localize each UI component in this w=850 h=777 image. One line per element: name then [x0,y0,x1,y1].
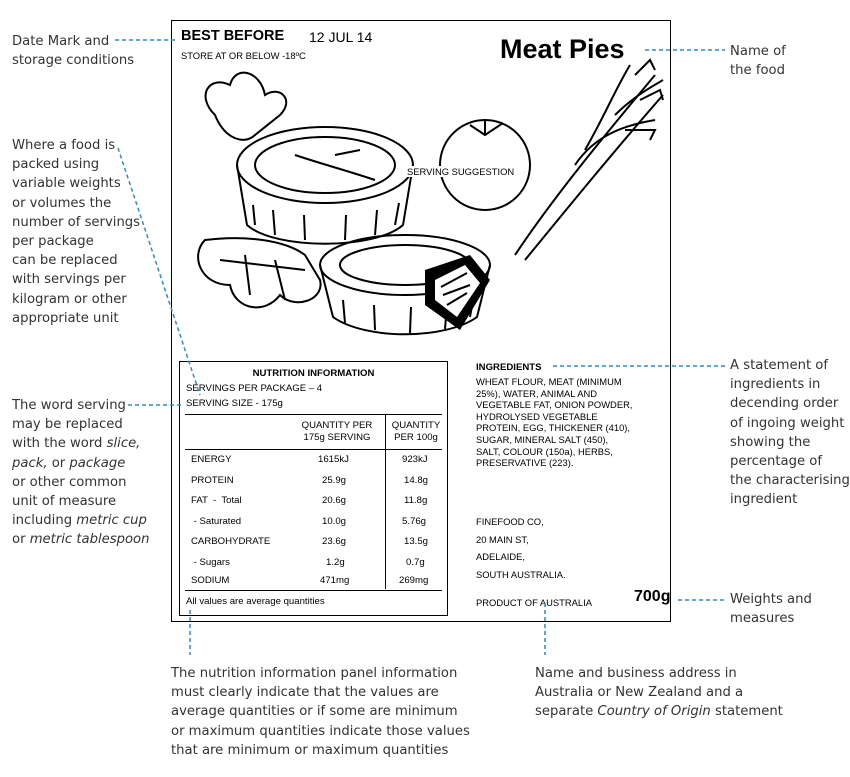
nip-row-100g: 13.5g [404,536,429,547]
annotation-line: average quantities or if some are minimum [171,704,458,720]
nip-row-serving: 23.6g [322,536,347,547]
storage-conditions: STORE AT OR BELOW -18ºC [181,50,306,61]
nip-row-100g: 269mg [399,575,429,586]
annotation-line: Name of [730,44,786,59]
nip-row-name: PROTEIN [191,475,234,486]
address-line: ADELAIDE, [476,551,525,562]
annotation-line: or maximum quantities indicate those values [171,723,470,739]
annotation-line: The nutrition information panel information [171,666,458,681]
annotation-line: or other common [12,474,127,490]
ingredients-line: HYDROLYSED VEGETABLE [476,410,598,422]
nip-row-name: ENERGY [191,454,232,465]
ingredients-line: VEGETABLE FAT, ONION POWDER, [476,399,633,411]
annotation-line: that are minimum or maximum quantities [171,742,449,758]
nip-header-line: 175g SERVING [303,432,371,443]
net-weight: 700g [634,588,671,605]
ingredients-line: WHEAT FLOUR, MEAT (MINIMUM [476,376,622,387]
annotation-line: may be replaced [12,417,123,433]
annotation-line: Date Mark and [12,34,110,49]
annotation-line: The word serving [12,398,126,413]
annotation-emphasis: slice, [106,436,141,452]
annotation-text: statement [710,704,783,720]
nip-title: NUTRITION INFORMATION [252,368,375,379]
annotation-line: can be replaced [12,253,118,269]
annotation-line: Weights and [730,592,812,607]
ingredients-line: PRESERVATIVE (223). [476,457,574,469]
annotation-line: Name and business address in [535,666,737,681]
annotation-line: with servings per [12,272,126,288]
nip-row-serving: 10.0g [322,516,347,527]
servings-per-package: SERVINGS PER PACKAGE – 4 [186,383,323,394]
annotation-line: percentage of [730,454,822,470]
country-of-origin: PRODUCT OF AUSTRALIA [476,597,592,608]
address-line: 20 MAIN ST, [476,533,529,545]
nip-header-line: PER 100g [394,432,438,443]
food-name: Meat Pies [500,34,625,64]
best-before-date: 12 JUL 14 [309,29,373,45]
nip-row-name: FAT - Total [191,495,242,506]
nip-row-serving: 1.2g [326,557,345,568]
nip-row-100g: 14.8g [404,475,429,486]
address-line: FINEFOOD CO, [476,516,544,527]
annotation-emphasis: Country of Origin [597,704,711,720]
annotation-line: Where a food is [12,138,116,153]
ingredients-line: PROTEIN, EGG, THICKENER (410), [476,422,631,434]
annotation-line: variable weights [12,176,121,192]
annotation-emphasis: metric cup [76,513,147,529]
nip-header-line: QUANTITY [391,420,441,431]
serving-suggestion: SERVING SUGGESTION [407,166,515,177]
nip-row-100g: 923kJ [402,454,428,465]
annotation-line: measures [730,611,795,627]
annotation-line: ingredients in [730,377,821,393]
annotation-line: of ingoing weight [730,415,845,431]
annotation-line: unit of measure [12,494,117,510]
nip-header-line: QUANTITY PER [301,420,373,431]
nip-row-serving: 25.9g [322,475,347,486]
nip-row-name: SODIUM [191,575,230,586]
annotation-text: separate [535,704,598,720]
annotation-emphasis: metric tablespoon [29,532,150,548]
annotation-text: including [12,513,77,529]
annotation-line: appropriate unit [12,310,119,326]
annotation-line: must clearly indicate that the values are [171,685,439,701]
leader-line [118,148,200,395]
ingredients-line: SUGAR, MINERAL SALT (450), [476,433,609,445]
annotation-line: showing the [730,434,811,450]
annotation-line: the characterising [730,473,850,489]
annotation-line: the food [730,63,785,79]
annotation-line: ingredient [730,492,798,508]
annotation-line: storage conditions [12,53,135,69]
annotation-text: or [47,455,70,471]
annotation-line: decending order [730,396,839,412]
annotation-emphasis: pack, [12,455,48,471]
nip-row-name: - Saturated [191,516,242,527]
nip-row-100g: 0.7g [406,557,425,568]
nip-footnote: All values are average quantities [186,596,325,607]
address-line: SOUTH AUSTRALIA. [476,568,566,580]
best-before-label: BEST BEFORE [181,28,285,44]
annotation-line: Australia or New Zealand and a [535,685,744,701]
nip-row-100g: 5.76g [402,516,427,527]
annotation-text: or [12,532,30,548]
nip-row-serving: 1615kJ [318,454,349,465]
annotation-line: number of servings [12,214,141,230]
annotation-line: or volumes the [12,195,112,211]
annotation-line: A statement of [730,358,829,373]
annotation-emphasis: package [69,455,126,471]
nip-row-name: - Sugars [191,557,230,568]
annotation-line: per package [12,234,94,250]
nip-row-serving: 471mg [320,575,350,586]
nip-row-100g: 11.8g [404,495,428,506]
serving-size: SERVING SIZE - 175g [186,398,283,409]
nip-row-serving: 20.6g [322,495,347,506]
ingredients-line: 25%), WATER, ANIMAL AND [476,387,598,399]
annotation-text: with the word [12,436,107,452]
ingredients-heading: INGREDIENTS [476,362,542,373]
annotation-line: packed using [12,157,100,173]
ingredients-line: SALT, COLOUR (150a), HERBS, [476,445,613,457]
annotation-line: kilogram or other [12,291,127,307]
nip-row-name: CARBOHYDRATE [191,536,271,547]
